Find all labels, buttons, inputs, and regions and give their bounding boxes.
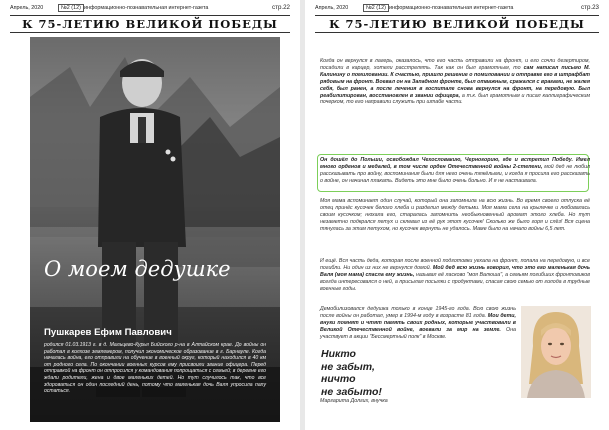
article-cursive-title: О моем дедушке <box>44 257 231 281</box>
page-header <box>315 3 599 15</box>
para5-end: Она участвует в акции "Бессмертный полк" в Москве. <box>320 326 516 340</box>
author-portrait <box>521 306 591 398</box>
para1-bold: сам написал письмо М. Калинину о помиловании. К счастью, пришло решение о помиловании и отправке его в штрафбат рядовым на фронт. Воевал он на Западном фронте, был отважным, сражался с врагами, не жалея себя, был ранен, а после лечения в госпитале снова вернулся на фронт, на передовую. Был реабилитирован, восстановлен в звании офицера, <box>320 64 590 99</box>
header-divider <box>10 15 290 16</box>
veteran-photo <box>30 37 280 422</box>
article-paragraph-4 <box>320 258 590 293</box>
quote-line-3: ничто <box>321 373 356 385</box>
quote-line-2: не забыт, <box>321 360 375 373</box>
para1-end: а т.к. был грамотным и писал каллиграфическим почерком, то его направили служить при штабе части. <box>320 92 590 106</box>
memorial-quote <box>321 348 382 398</box>
para4-text: И ещё. Вся часть деда, которая после военной подготовки уехала на фронт, попала на передовую, и все погибли. Ни один из них не вернулся домой. <box>320 258 590 271</box>
left-page <box>0 0 300 430</box>
para2-end: мой дед не любил рассказывать про войну, воспоминания были для него очень тяжёлыми, и когда я просила его рассказать о войне, он начинал плакать. Видеть это мне было очень больно. И я не настаивала. <box>320 163 590 184</box>
article-paragraph-2 <box>320 157 590 185</box>
para5-text: Демобилизовался дедушка только в конце 1945-го года. Всю свою жизнь после войны он работал, умер в 1994-м году в возрасте 81 года. <box>320 306 516 319</box>
para1-text: Когда он вернулся в лагерь, оказалось, что его часть отправили на фронт, и его сочли дезертиром, посадили в карцер, хотели расстрелять. Так как он был грамотным, то <box>320 58 590 71</box>
right-page <box>305 0 609 430</box>
article-paragraph-1 <box>320 58 590 106</box>
issue-date: Апрель, 2020 <box>10 5 44 11</box>
para5-bold: Мои дети, внуки помнят и чтят память своих родных, которые участвовали в Великой Отечественной войне, воевали за мир на земле. <box>320 312 516 333</box>
para2-bold: Он дошёл до Польши, освобождал Чехословакию, Черногорию, где и встретил Победу. Имел много орденов и медалей, в том числе орден Отечественной войны 2-степени, <box>320 157 590 170</box>
article-paragraph-3 <box>320 198 590 233</box>
issue-date: Апрель, 2020 <box>315 5 349 11</box>
quote-line-1: Никто <box>321 348 356 360</box>
banner-title: К 75-ЛЕТИЮ ВЕЛИКОЙ ПОБЕДЫ <box>22 17 278 31</box>
banner-title: К 75-ЛЕТИЮ ВЕЛИКОЙ ПОБЕДЫ <box>329 17 585 31</box>
para4-bold: Мой дед всю жизнь говорил, что это его маленькая дочь Валя (моя мама) спасла ему жизнь, <box>320 264 591 278</box>
article-paragraph-5 <box>320 306 516 341</box>
veteran-bio: родился 01.03.1913 г. в д. Мальцево-Курья Бийского р-на в Алтайском крае. До войны он работал в колхозе землемером, получил экономическое образование в г. Барнауле. Когда началась война, его отправили на обучение в военный округ, который находился в 40 км от родного села. По окончании военных курсов ему присвоили звание офицера. Перед отправкой на фронт он отпросился у командования попрощаться с семьей; в деревне его ждали родители, жена и двое маленьких детей. Но тут случилось так, что все здороваться он один последний день, потому что маленькая дочь Валя упросила папу остаться. <box>44 342 266 395</box>
header-divider <box>315 15 599 16</box>
issue-number: №2 (12) <box>58 4 84 12</box>
quote-line-4: не забыто! <box>321 385 382 398</box>
portrait-illustration <box>521 306 591 398</box>
veteran-name: Пушкарев Ефим Павлович <box>44 327 172 338</box>
author-signature: Маргарита Долгих, внучка <box>320 398 388 404</box>
issue-number: №2 (12) <box>363 4 389 12</box>
page-header <box>10 3 290 15</box>
banner-divider <box>315 32 599 33</box>
page-number: стр.23 <box>581 4 599 11</box>
page-number: стр.22 <box>272 4 290 11</box>
publication-type: информационно-познавательная интернет-газета <box>389 5 514 11</box>
banner-divider <box>10 32 290 33</box>
para4-end: называл её ласково "моя Валюша", а семьям погибших фронтовиков всегда интересовался о ней, а присылал посылки с продуктами, спасая свою семью от голода в трудные военные годы. <box>320 271 590 292</box>
para3-text: Моя мама вспоминает один случай, который она запомнила на всю жизнь. Во время своего отпуска её отец принёс кусочек белого хлеба и разделил между детьми. Моя мама села на крылечке и любовалась своим кусочком; нюхала его, старалась запомнить необыкновенный аромат этого хлеба. Но тут незаметно подкрался петух и склевал из её рук этот кусочек! Сколько же было горя и слёз! Вся сцена тянулась за этим петухом, но кусочек вернуть не удалось. Маме было на начало войны 6,5 лет. <box>320 198 590 232</box>
publication-type: информационно-познавательная интернет-газета <box>84 5 209 11</box>
